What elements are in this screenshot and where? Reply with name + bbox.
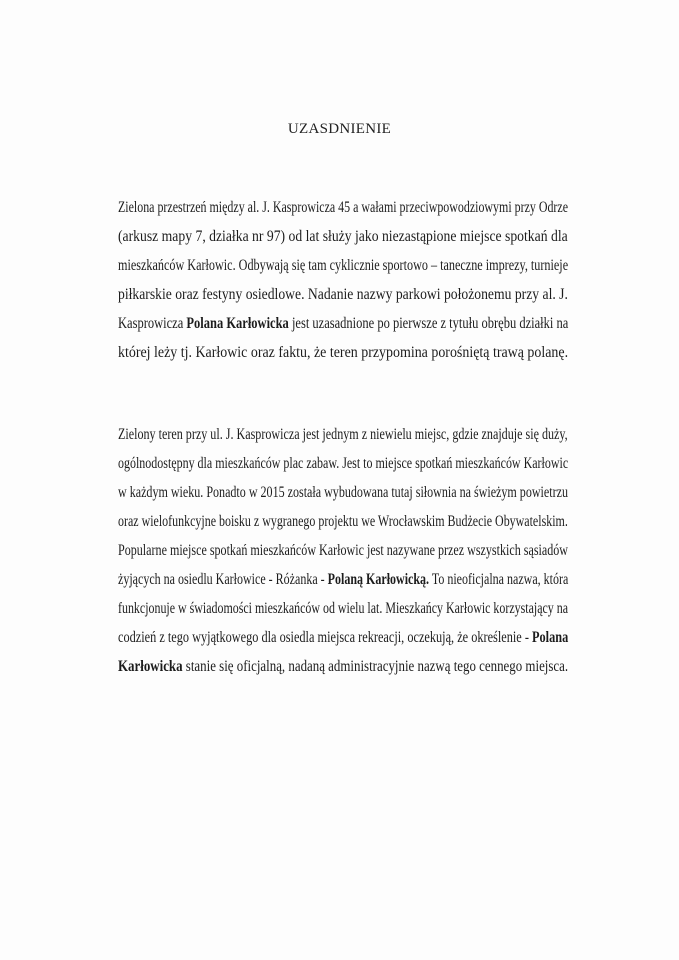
line-text: Zielona przestrzeń między al. J. Kasprowicza 45 a wałami przeciwpowodziowymi przy Odrze	[118, 199, 569, 216]
text-line	[118, 193, 569, 222]
text-line: Popularne miejsce spotkań mieszkańców Karłowic jest nazywane przez wszystkich sąsiadów	[118, 542, 569, 559]
text-line: Zielony teren przy ul. J. Kasprowicza jest jednym z niewielu miejsc, gdzie znajduje się duży,	[118, 426, 568, 443]
bold-name: Karłowicka	[118, 658, 183, 675]
text-line: piłkarskie oraz festyny osiedlowe. Nadanie nazwy parkowi położonemu przy al. J.	[118, 286, 568, 303]
text-line: (arkusz mapy 7, działka nr 97) od lat służy jako niezastąpione miejsce spotkań dla	[118, 228, 568, 245]
text-line	[118, 623, 569, 652]
paragraph-2	[118, 420, 568, 681]
paragraph-1	[118, 193, 568, 367]
text-line: ogólnodostępny dla mieszkańców plac zabaw. Jest to miejsce spotkań mieszkańców Karłowic	[118, 455, 569, 472]
line-text: To nieoficjalna nazwa, która	[429, 571, 569, 588]
bold-name: Polaną Karłowicką.	[327, 571, 430, 588]
bold-name: Polana Karłowicka	[186, 315, 289, 332]
text-line: której leży tj. Karłowic oraz faktu, że teren przypomina porośniętą trawą polanę.	[118, 344, 569, 361]
line-text: żyjących na osiedlu Karłowice - Różanka -	[118, 571, 328, 588]
text-line: mieszkańców Karłowic. Odbywają się tam cyklicznie sportowo – taneczne imprezy, turnieje	[118, 257, 569, 274]
line-text: codzień z tego wyjątkowego dla osiedla miejsca rekreacji, oczekują, że określenie -	[118, 629, 533, 646]
text-line: oraz wielofunkcyjne boisku z wygranego projektu we Wrocławskim Budżecie Obywatelskim.	[118, 513, 568, 530]
document-title: UZASDNIENIE	[287, 121, 392, 137]
line-text: stanie się oficjalną, nadaną administracyjnie nazwą tego cennego miejsca.	[182, 658, 569, 675]
line-text: jest uzasadnione po pierwsze z tytułu obrębu działki na	[288, 315, 569, 332]
text-line: funkcjonuje w świadomości mieszkańców od wielu lat. Mieszkańcy Karłowic korzystający na	[118, 600, 569, 617]
bold-name: Polana	[532, 629, 569, 646]
text-line	[118, 309, 569, 338]
text-line	[118, 652, 569, 681]
text-line: w każdym wieku. Ponadto w 2015 została wybudowana tutaj siłownia na świeżym powietrzu	[118, 484, 568, 501]
text-line	[118, 565, 569, 594]
line-text: Kasprowicza	[118, 315, 187, 332]
